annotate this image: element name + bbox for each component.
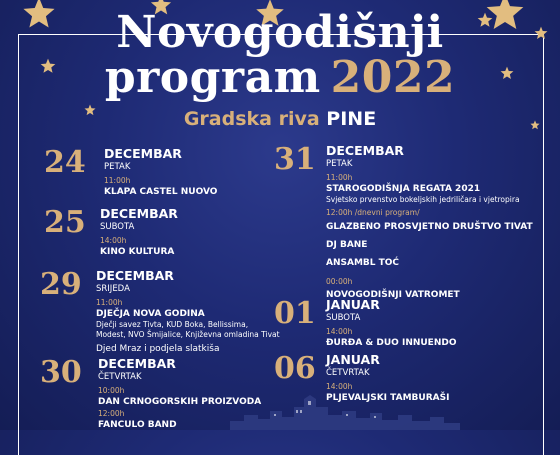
event-extra: Djed Mraz i podjela slatkiša — [96, 344, 220, 354]
event-time: 11:00h — [104, 176, 131, 185]
event-weekday: SRIJEDA — [96, 284, 130, 294]
venue-subtitle — [0, 108, 560, 130]
event-note: Svjetsko prvenstvo bokeljskih jedriličara i vjetropira — [326, 195, 520, 204]
event-weekday: ČETVRTAK — [326, 368, 370, 378]
event-month: DECEMBAR — [104, 146, 182, 161]
event-month: JANUAR — [326, 297, 380, 312]
poster-title-program: program — [104, 52, 321, 103]
event-time: 00:00h — [326, 276, 353, 286]
poster-year: 2022 — [330, 52, 456, 103]
event-weekday: PETAK — [326, 159, 353, 169]
event-day-number: 25 — [44, 205, 86, 240]
event-title: FANCULO BAND — [98, 420, 177, 430]
event-day-number: 29 — [40, 267, 82, 302]
event-day-number: 01 — [274, 296, 316, 331]
poster-title-line2 — [0, 53, 560, 103]
event-note: Modest, NVO Šmijalice, Književna omladina Tivat — [96, 329, 280, 339]
event-day-number: 30 — [40, 355, 82, 390]
event-title: DAN CRNOGORSKIH PROIZVODA — [98, 397, 262, 407]
event-weekday: ČETVRTAK — [98, 372, 142, 382]
event-time: 12:00h — [98, 409, 125, 418]
event-time: 10:00h — [98, 386, 125, 395]
event-time: 14:00h — [326, 382, 353, 391]
event-month: DECEMBAR — [100, 206, 178, 221]
event-title: PLJEVALJSKI TAMBURAŠI — [326, 393, 450, 403]
event-title: DJ BANE — [326, 239, 368, 250]
event-month: DECEMBAR — [326, 143, 404, 158]
poster-title-line1: Novogodišnji — [116, 7, 444, 58]
event-title: NOVOGODIŠNJI VATROMET — [326, 289, 460, 300]
event-day-number: 31 — [274, 142, 316, 177]
venue-name: PINE — [326, 108, 377, 130]
event-title: STAROGODIŠNJA REGATA 2021 — [326, 184, 481, 194]
event-time: 14:00h — [100, 236, 127, 245]
event-time: 11:00h — [96, 298, 123, 307]
event-title: ANSAMBL TOĆ — [326, 257, 400, 268]
event-weekday: SUBOTA — [326, 313, 361, 323]
event-time: 11:00h — [326, 173, 353, 182]
event-month: DECEMBAR — [96, 268, 174, 283]
event-month: JANUAR — [326, 352, 380, 367]
event-time: 12:00h /dnevni program/ — [326, 207, 420, 217]
event-title: KINO KULTURA — [100, 247, 175, 257]
event-day-number: 06 — [274, 351, 316, 386]
event-time: 14:00h — [326, 327, 353, 336]
event-title: KLAPA CASTEL NUOVO — [104, 187, 218, 197]
event-title: DJEČJA NOVA GODINA — [96, 309, 205, 319]
event-title: ĐURĐA & DUO INNUENDO — [326, 338, 457, 348]
city-skyline-icon — [230, 385, 460, 430]
event-weekday: PETAK — [104, 162, 131, 172]
event-weekday: SUBOTA — [100, 222, 135, 232]
event-day-number: 24 — [44, 145, 86, 180]
event-title: GLAZBENO PROSVJETNO DRUŠTVO TIVAT — [326, 221, 533, 232]
venue-prefix: Gradska riva — [183, 108, 320, 130]
event-note: Dječji savez Tivta, KUD Boka, Bellissima, — [96, 320, 249, 329]
event-month: DECEMBAR — [98, 356, 176, 371]
